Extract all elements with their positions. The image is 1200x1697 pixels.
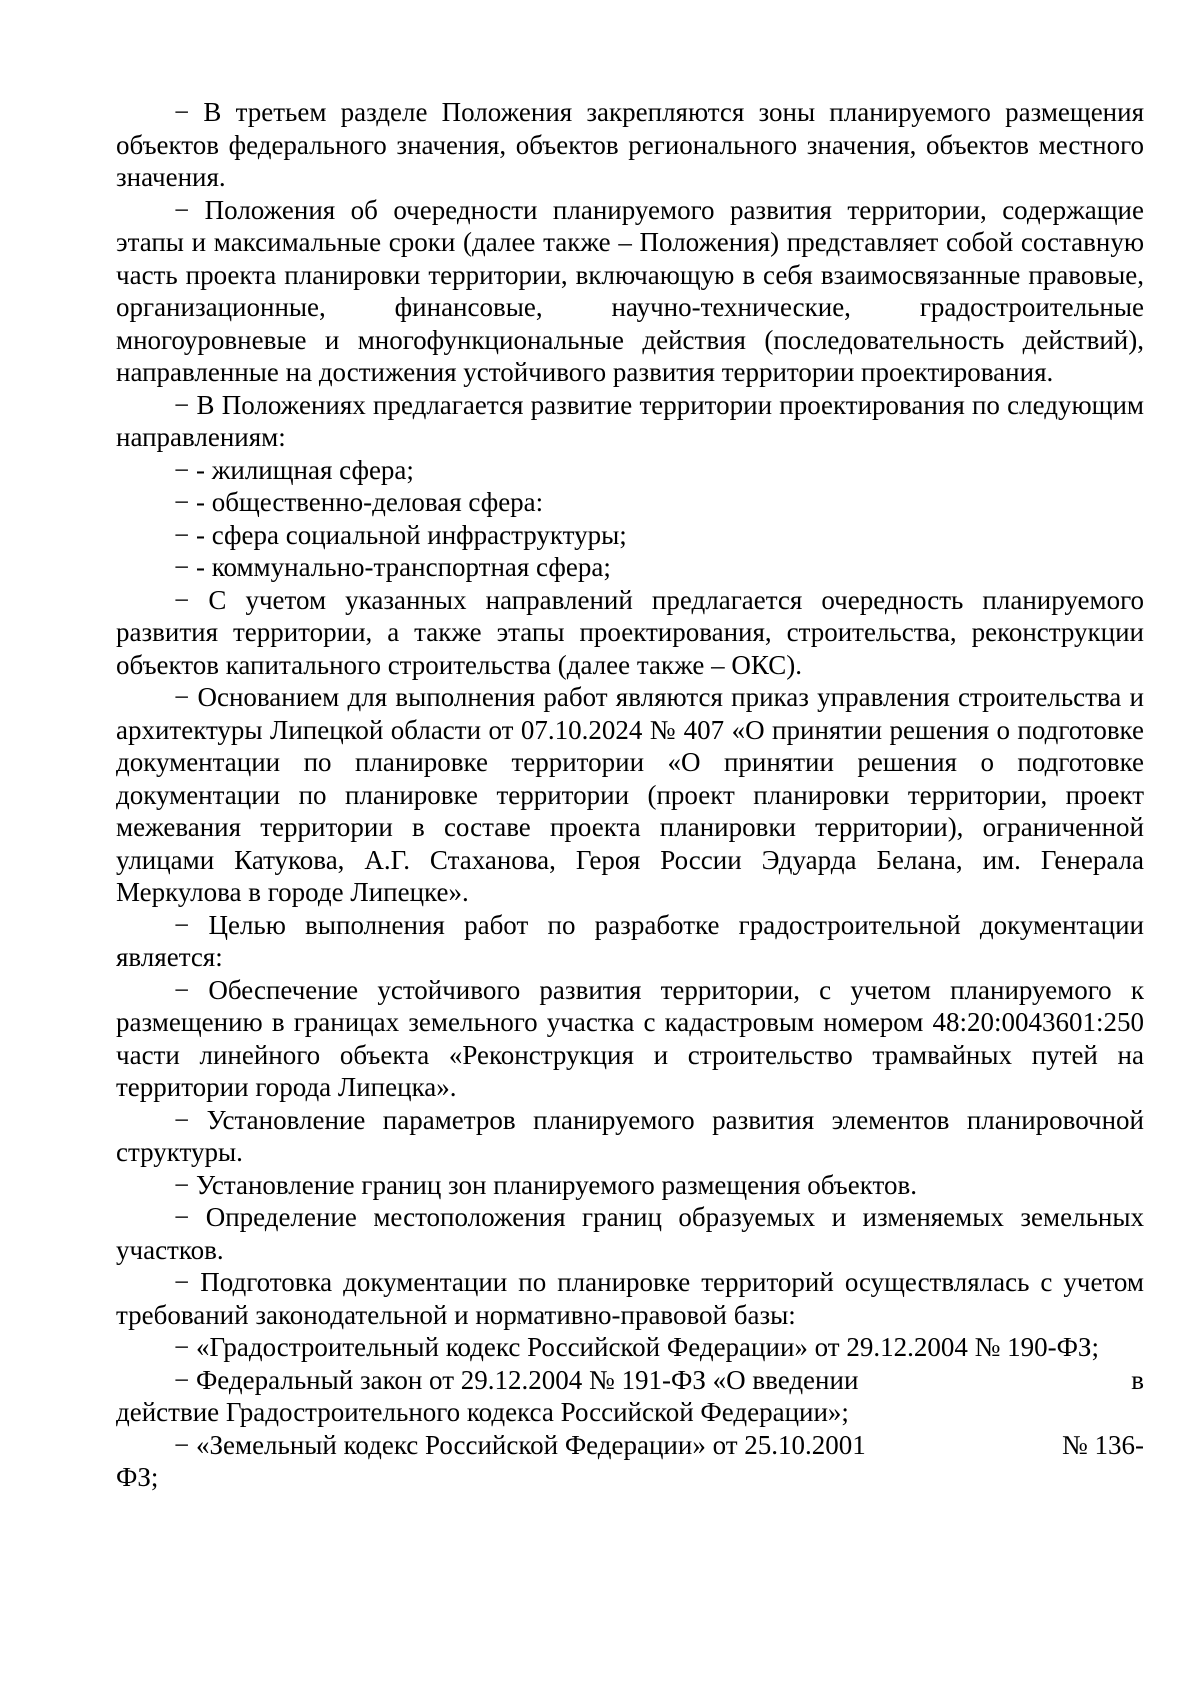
land-code-text-left: − «Земельный кодекс Российской Федерации» от 25.10.2001 xyxy=(174,1429,866,1460)
document-body xyxy=(116,96,1144,1494)
paragraph-legal-basis: − Подготовка документации по планировке территорий осуществлялась с учетом требований законодательной и нормативно-правовой базы: xyxy=(116,1267,1144,1330)
paragraph-parameters: − Установление параметров планируемого развития элементов планировочной структуры. xyxy=(116,1104,1144,1167)
land-code-second-line: ФЗ; xyxy=(116,1462,159,1492)
paragraph-zone-boundaries: − Установление границ зон планируемого размещения объектов. xyxy=(174,1169,917,1200)
land-code-text-right: № 136- xyxy=(1061,1429,1144,1460)
paragraph-land-plots: − Определение местоположения границ образуемых и изменяемых земельных участков. xyxy=(116,1202,1144,1265)
paragraph-land-code xyxy=(116,1429,1144,1494)
law-191-first-line xyxy=(116,1364,1144,1397)
paragraph-sequence-regulations: − Положения об очередности планируемого развития территории, содержащие этапы и максимальные сроки (далее также – Положения) представляет собой составную часть проекта планировки территории, включающую в себя взаимосвязанные правовые, организационные, финансовые, научно-технические, градостроительные многоуровневые и многофункциональные действия (последовательность действий), направленные на достижения устойчивого развития территории проектирования. xyxy=(116,194,1144,387)
paragraph-law-191 xyxy=(116,1364,1144,1429)
paragraph-purpose: − Целью выполнения работ по разработке градостроительной документации является: xyxy=(116,909,1144,972)
land-code-first-line xyxy=(116,1429,1144,1462)
list-item-housing: − - жилищная сфера; xyxy=(174,454,414,485)
paragraph-basis: − Основанием для выполнения работ являются приказ управления строительства и архитектуры Липецкой области от 07.10.2024 № 407 «О принятии решения о подготовке документации по планировке территории «О принятии решения о подготовке документации по планировке территории (проект планировки территории, проект межевания территории в составе проекта планировки территории), ограниченной улицами Катукова, А.Г. Стаханова, Героя России Эдуарда Белана, им. Генерала Меркулова в городе Липецке». xyxy=(116,682,1144,907)
paragraph-section-three: − В третьем разделе Положения закрепляются зоны планируемого размещения объектов федерального значения, объектов регионального значения, объектов местного значения. xyxy=(116,97,1144,192)
paragraph-urban-code: − «Градостроительный кодекс Российской Федерации» от 29.12.2004 № 190-ФЗ; xyxy=(174,1332,1099,1362)
paragraph-sequence-proposal: − С учетом указанных направлений предлагается очередность планируемого развития территории, а также этапы проектирования, строительства, реконструкции объектов капитального строительства (далее также – ОКС). xyxy=(116,584,1144,680)
law-191-second-line: действие Градостроительного кодекса Российской Федерации»; xyxy=(116,1397,849,1427)
law-191-text-left: − Федеральный закон от 29.12.2004 № 191-ФЗ «О введении xyxy=(174,1364,859,1395)
law-191-text-right: в xyxy=(1131,1364,1144,1395)
paragraph-sustainable-development: − Обеспечение устойчивого развития территории, с учетом планируемого к размещению в границах земельного участка с кадастровым номером 48:20:0043601:250 части линейного объекта «Реконструкция и строительство трамвайных путей на территории города Липецка». xyxy=(116,974,1144,1102)
list-item-social: − - сфера социальной инфраструктуры; xyxy=(174,519,627,550)
list-item-business: − - общественно-деловая сфера: xyxy=(174,487,544,517)
paragraph-development-directions: − В Положениях предлагается развитие территории проектирования по следующим направлениям: xyxy=(116,389,1144,452)
list-item-transport: − - коммунально-транспортная сфера; xyxy=(174,552,611,582)
